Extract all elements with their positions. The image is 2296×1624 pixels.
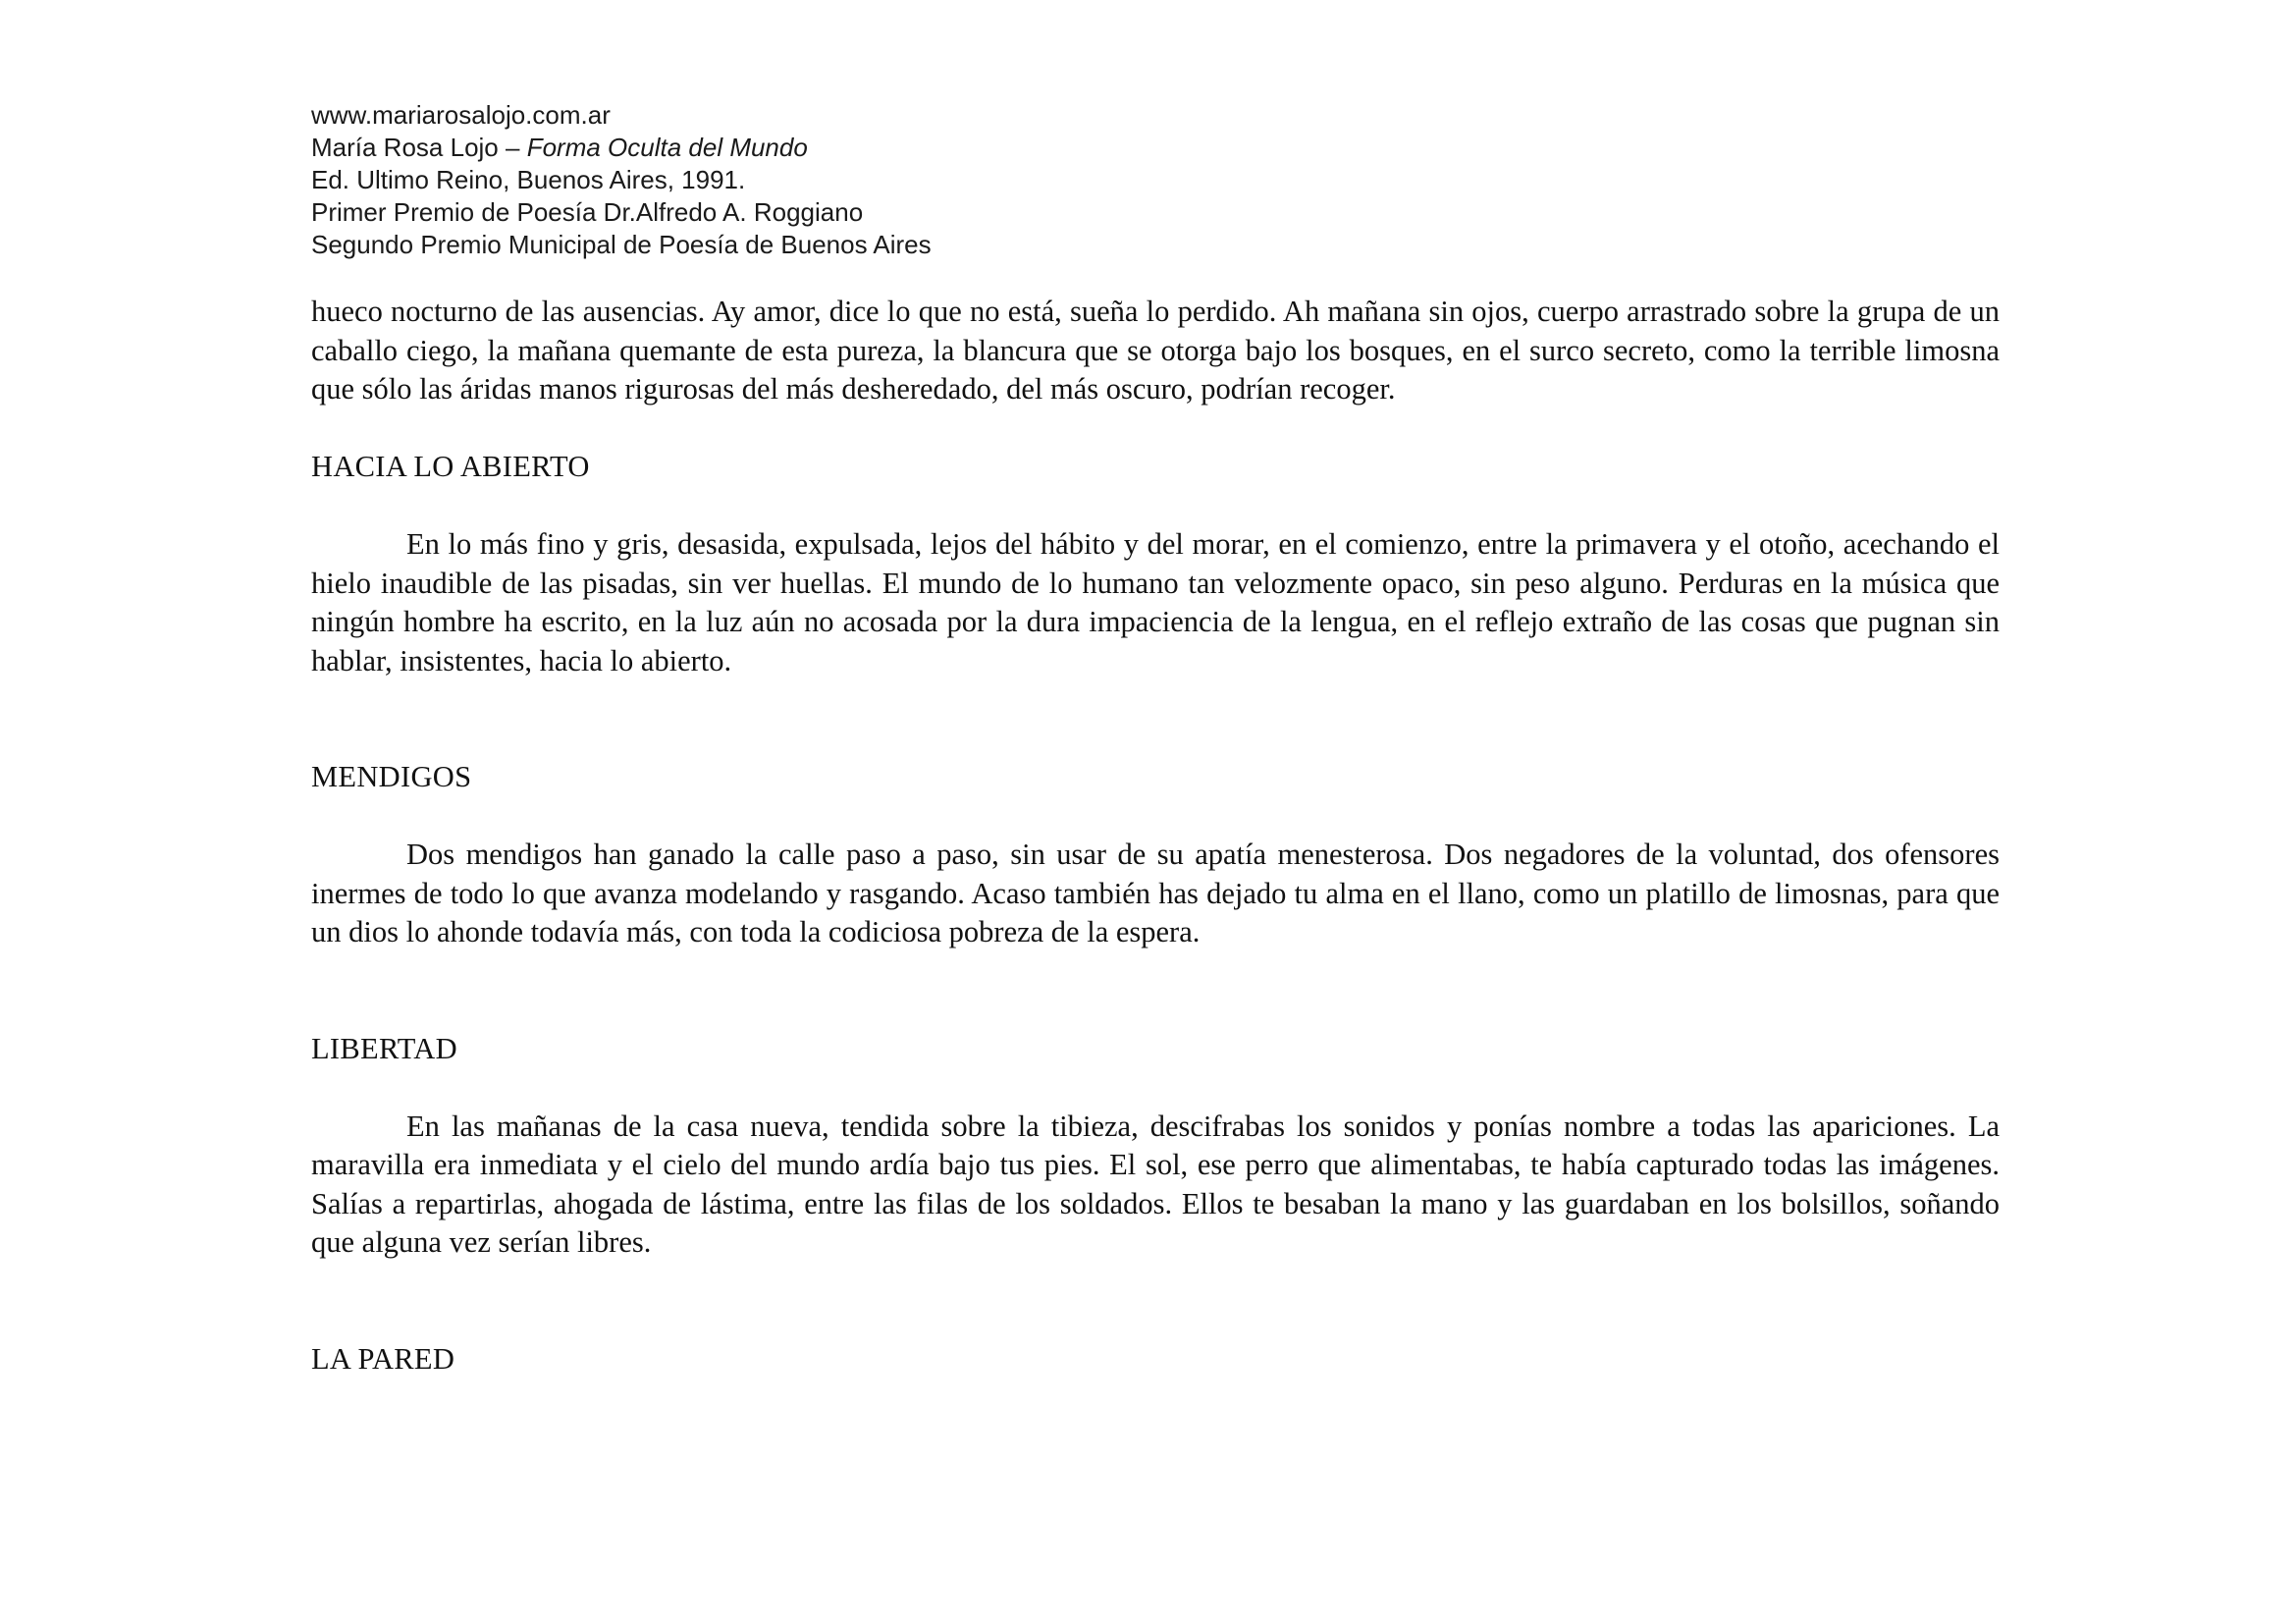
section-title-la-pared: LA PARED xyxy=(311,1341,455,1376)
award-line-1: Primer Premio de Poesía Dr.Alfredo A. Roggiano xyxy=(311,197,864,227)
spacer xyxy=(311,487,2000,526)
edition-line: Ed. Ultimo Reino, Buenos Aires, 1991. xyxy=(311,165,746,194)
section-title-mendigos: MENDIGOS xyxy=(311,760,472,793)
continuation-paragraph: hueco nocturno de las ausencias. Ay amor, dice lo que no está, sueña lo perdido. Ah mañana sin ojos, cuerpo arrastrado sobre la grupa de un caballo ciego, la mañana quemante de esta pureza, la blancura que se otorga bajo los bosques, en el surco secreto, como la terrible limosna que sólo las áridas manos rigurosas del más desheredado, del más oscuro, podrían recoger. xyxy=(311,295,2000,406)
title-dash: – xyxy=(498,133,527,162)
section-text-mendigos: Dos mendigos han ganado la calle paso a paso, sin usar de su apatía menesterosa. Dos negadores de la voluntad, dos ofensores inermes de todo lo que avanza modelando y rasgando. Acaso también has dejado tu alma en el llano, como un platillo de limosnas, para que un dios lo ahonde todavía más, con toda la codiciosa pobreza de la espera. xyxy=(311,838,2000,948)
author-book-line xyxy=(311,132,1784,164)
spacer xyxy=(311,1068,2000,1108)
author-name: María Rosa Lojo xyxy=(311,133,499,162)
award-line-2: Segundo Premio Municipal de Poesía de Buenos Aires xyxy=(311,230,932,259)
spacer xyxy=(311,797,2000,837)
section-text-libertad: En las mañanas de la casa nueva, tendida sobre la tibieza, descifrabas los sonidos y ponías nombre a todas las apariciones. La maravilla era inmediata y el cielo del mundo ardía bajo tus pies. El sol, ese perro que alimentabas, te había capturado todas las imágenes. Salías a repartirlas, ahogada de lástima, entre las filas de los soldados. Ellos te besaban la mano y las guardaban en los bolsillos, soñando que alguna vez serían libres. xyxy=(311,1109,2000,1259)
section-title-hacia-lo-abierto: HACIA LO ABIERTO xyxy=(311,450,590,483)
section-text-hacia-lo-abierto: En lo más fino y gris, desasida, expulsada, lejos del hábito y del morar, en el comienzo, entre la primavera y el otoño, acechando el hielo inaudible de las pisadas, sin ver huellas. El mundo de lo humano tan velozmente opaco, sin peso alguno. Perduras en la música que ningún hombre ha escrito, en la luz aún no acosada por la dura impaciencia de la lengua, en el reflejo extraño de las cosas que pugnan sin hablar, insistentes, hacia lo abierto. xyxy=(311,527,2000,677)
website-url[interactable]: www.mariarosalojo.com.ar xyxy=(311,100,611,130)
document-header xyxy=(311,99,1784,261)
spacer xyxy=(311,680,2000,758)
book-title: Forma Oculta del Mundo xyxy=(526,133,808,162)
spacer xyxy=(311,952,2000,1030)
spacer xyxy=(311,1263,2000,1340)
section-title-libertad: LIBERTAD xyxy=(311,1031,457,1065)
document-body xyxy=(311,293,2000,1379)
spacer xyxy=(311,409,2000,449)
